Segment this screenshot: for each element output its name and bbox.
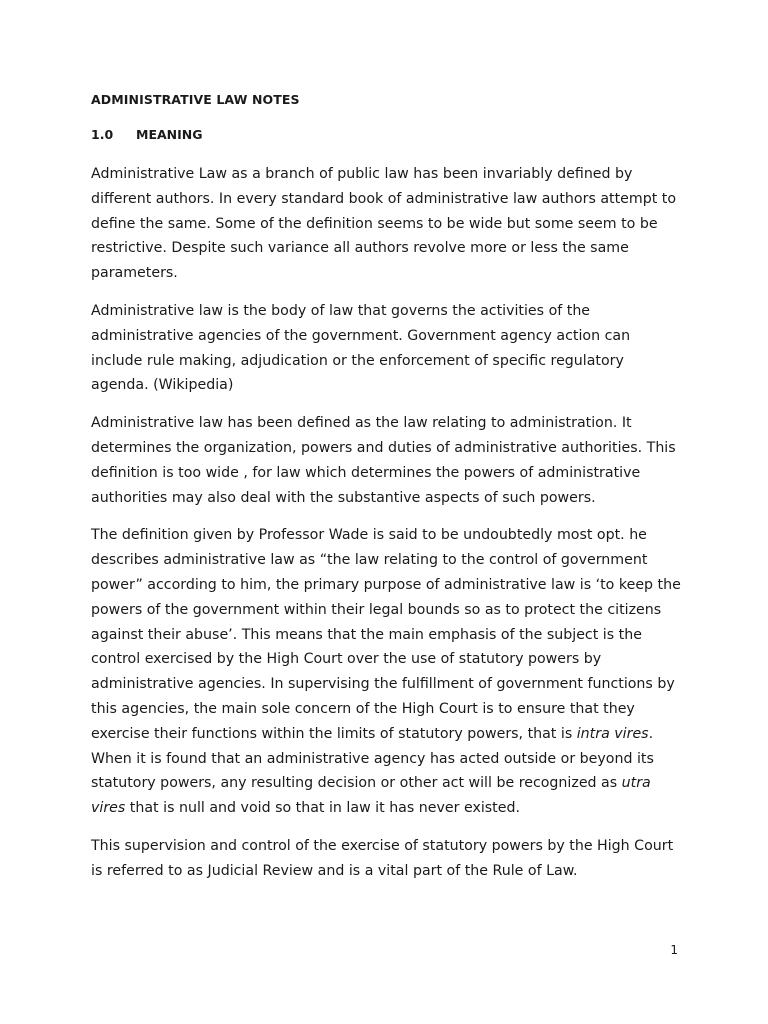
paragraph-4-text-a: The definition given by Professor Wade is said to be undoubtedly most opt. he describes administrative law as “the law relating to the control of government power” according to him, the primary purpose of administrative law is ‘to keep the powers of the government within their legal bounds so as to protect the citizens against their abuse’. This means that the main emphasis of the subject is the control exercised by the High Court over the use of statutory powers by administrative agencies. In supervising the fulfillment of government functions by this agencies, the main sole concern of the High Court is to ensure that they exercise their functions within the limits of statutory powers, that is (91, 527, 681, 742)
section-number: 1.0 (91, 127, 114, 142)
section-heading (91, 127, 203, 142)
document-title: ADMINISTRATIVE LAW NOTES (91, 92, 300, 107)
paragraph-4-text-b: . When it is found that an administrative agency has acted outside or beyond its statutory powers, any resulting decision or other act will be recognized as (91, 725, 654, 792)
paragraph-5: This supervision and control of the exercise of statutory powers by the High Court is referred to as Judicial Review and is a vital part of the Rule of Law. (91, 837, 674, 879)
section-title: MEANING (136, 127, 203, 142)
document-body (91, 162, 683, 897)
paragraph-1: Administrative Law as a branch of public law has been invariably defined by different authors. In every standard book of administrative law authors attempt to define the same. Some of the definition seems to be wide but some seem to be restrictive. Despite such variance all authors revolve more or less the same parameters. (91, 166, 677, 282)
paragraph-4 (91, 523, 683, 821)
intra-vires-term: intra vires (576, 725, 649, 742)
paragraph-2: Administrative law is the body of law that governs the activities of the administrative agencies of the government. Government agency action can include rule making, adjudication or the enforcement of specific regulatory agenda. (Wikipedia) (91, 302, 631, 394)
paragraph-3: Administrative law has been defined as the law relating to administration. It determines the organization, powers and duties of administrative authorities. This definition is too wide , for law which determines the powers of administrative authorities may also deal with the substantive aspects of such powers. (91, 415, 676, 506)
page-number: 1 (670, 943, 678, 957)
utra-vires-term: utra vires (91, 775, 651, 817)
paragraph-4-text-c: that is null and void so that in law it has never existed. (125, 800, 520, 817)
